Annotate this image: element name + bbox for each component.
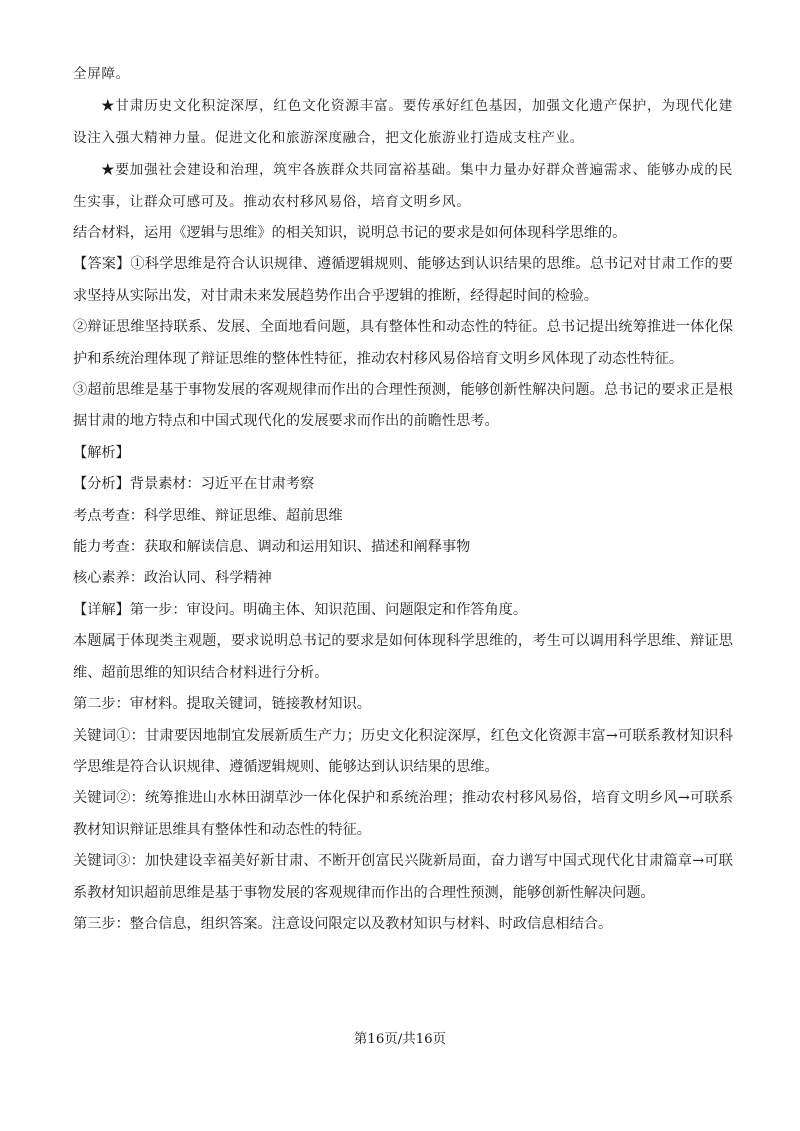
- page-number: 第16页/共16页: [353, 1032, 447, 1047]
- analysis-knowledge-points: 考点考查：科学思维、辩证思维、超前思维: [73, 507, 343, 524]
- answer-point-2: ②辩证思维坚持联系、发展、全面地看问题，具有整体性和动态性的特征。总书记提出统筹推进一体化保护和系统治理体现了辩证思维的整体性特征，推动农村移风易俗培育文明乡风体现了动态性特征。: [73, 319, 733, 367]
- keyword-2: 关键词②：统筹推进山水林田湖草沙一体化保护和系统治理；推动农村移风易俗，培育文明乡风→可联系教材知识辩证思维具有整体性和动态性的特征。: [73, 790, 733, 838]
- answer-point-3: ③超前思维是基于事物发展的客观规律而作出的合理性预测，能够创新性解决问题。总书记的要求正是根据甘肃的地方特点和中国式现代化的发展要求而作出的前瞻性思考。: [73, 382, 733, 430]
- detail-step-2: 第二步：审材料。提取关键词，链接教材知识。: [73, 696, 371, 713]
- detail-step-3: 第三步：整合信息，组织答案。注意设问限定以及教材知识与材料、时政信息相结合。: [73, 915, 613, 932]
- detail-step-1: 【详解】第一步：审设问。明确主体、知识范围、问题限定和作答角度。: [73, 601, 528, 618]
- document-body: [73, 58, 733, 940]
- detail-step-1-explanation: 本题属于体现类主观题，要求说明总书记的要求是如何体现科学思维的，考生可以调用科学思维、辩证思维、超前思维的知识结合材料进行分析。: [73, 633, 733, 681]
- question-prompt: 结合材料，运用《逻辑与思维》的相关知识，说明总书记的要求是如何体现科学思维的。: [73, 225, 627, 241]
- material-item-culture: ★甘肃历史文化积淀深厚，红色文化资源丰富。要传承好红色基因，加强文化遗产保护，为现代化建设注入强大精神力量。促进文化和旅游深度融合，把文化旅游业打造成支柱产业。: [73, 98, 733, 146]
- analysis-background: 【分析】背景素材：习近平在甘肃考察: [73, 476, 315, 493]
- keyword-1: 关键词①：甘肃要因地制宜发展新质生产力；历史文化积淀深厚，红色文化资源丰富→可联系教材知识科学思维是符合认识规律、遵循逻辑规则、能够达到认识结果的思维。: [73, 727, 733, 775]
- keyword-3: 关键词③：加快建设幸福美好新甘肃、不断开创富民兴陇新局面，奋力谱写中国式现代化甘肃篇章→可联系教材知识超前思维是基于事物发展的客观规律而作出的合理性预测，能够创新性解决问题。: [73, 853, 733, 901]
- analysis-core-literacy: 核心素养：政治认同、科学精神: [73, 570, 272, 587]
- analysis-heading: 【解析】: [73, 444, 130, 461]
- material-item-society: ★要加强社会建设和治理，筑牢各族群众共同富裕基础。集中力量办好群众普遍需求、能够办成的民生实事，让群众可感可及。推动农村移风易俗，培育文明乡风。: [73, 162, 733, 210]
- material-continuation: 全屏障。: [73, 66, 130, 82]
- analysis-abilities: 能力考查：获取和解读信息、调动和运用知识、描述和阐释事物: [73, 539, 471, 556]
- answer-point-1: 【答案】①科学思维是符合认识规律、遵循逻辑规则、能够达到认识结果的思维。总书记对甘肃工作的要求坚持从实际出发，对甘肃未来发展趋势作出合乎逻辑的推断，经得起时间的检验。: [73, 256, 733, 304]
